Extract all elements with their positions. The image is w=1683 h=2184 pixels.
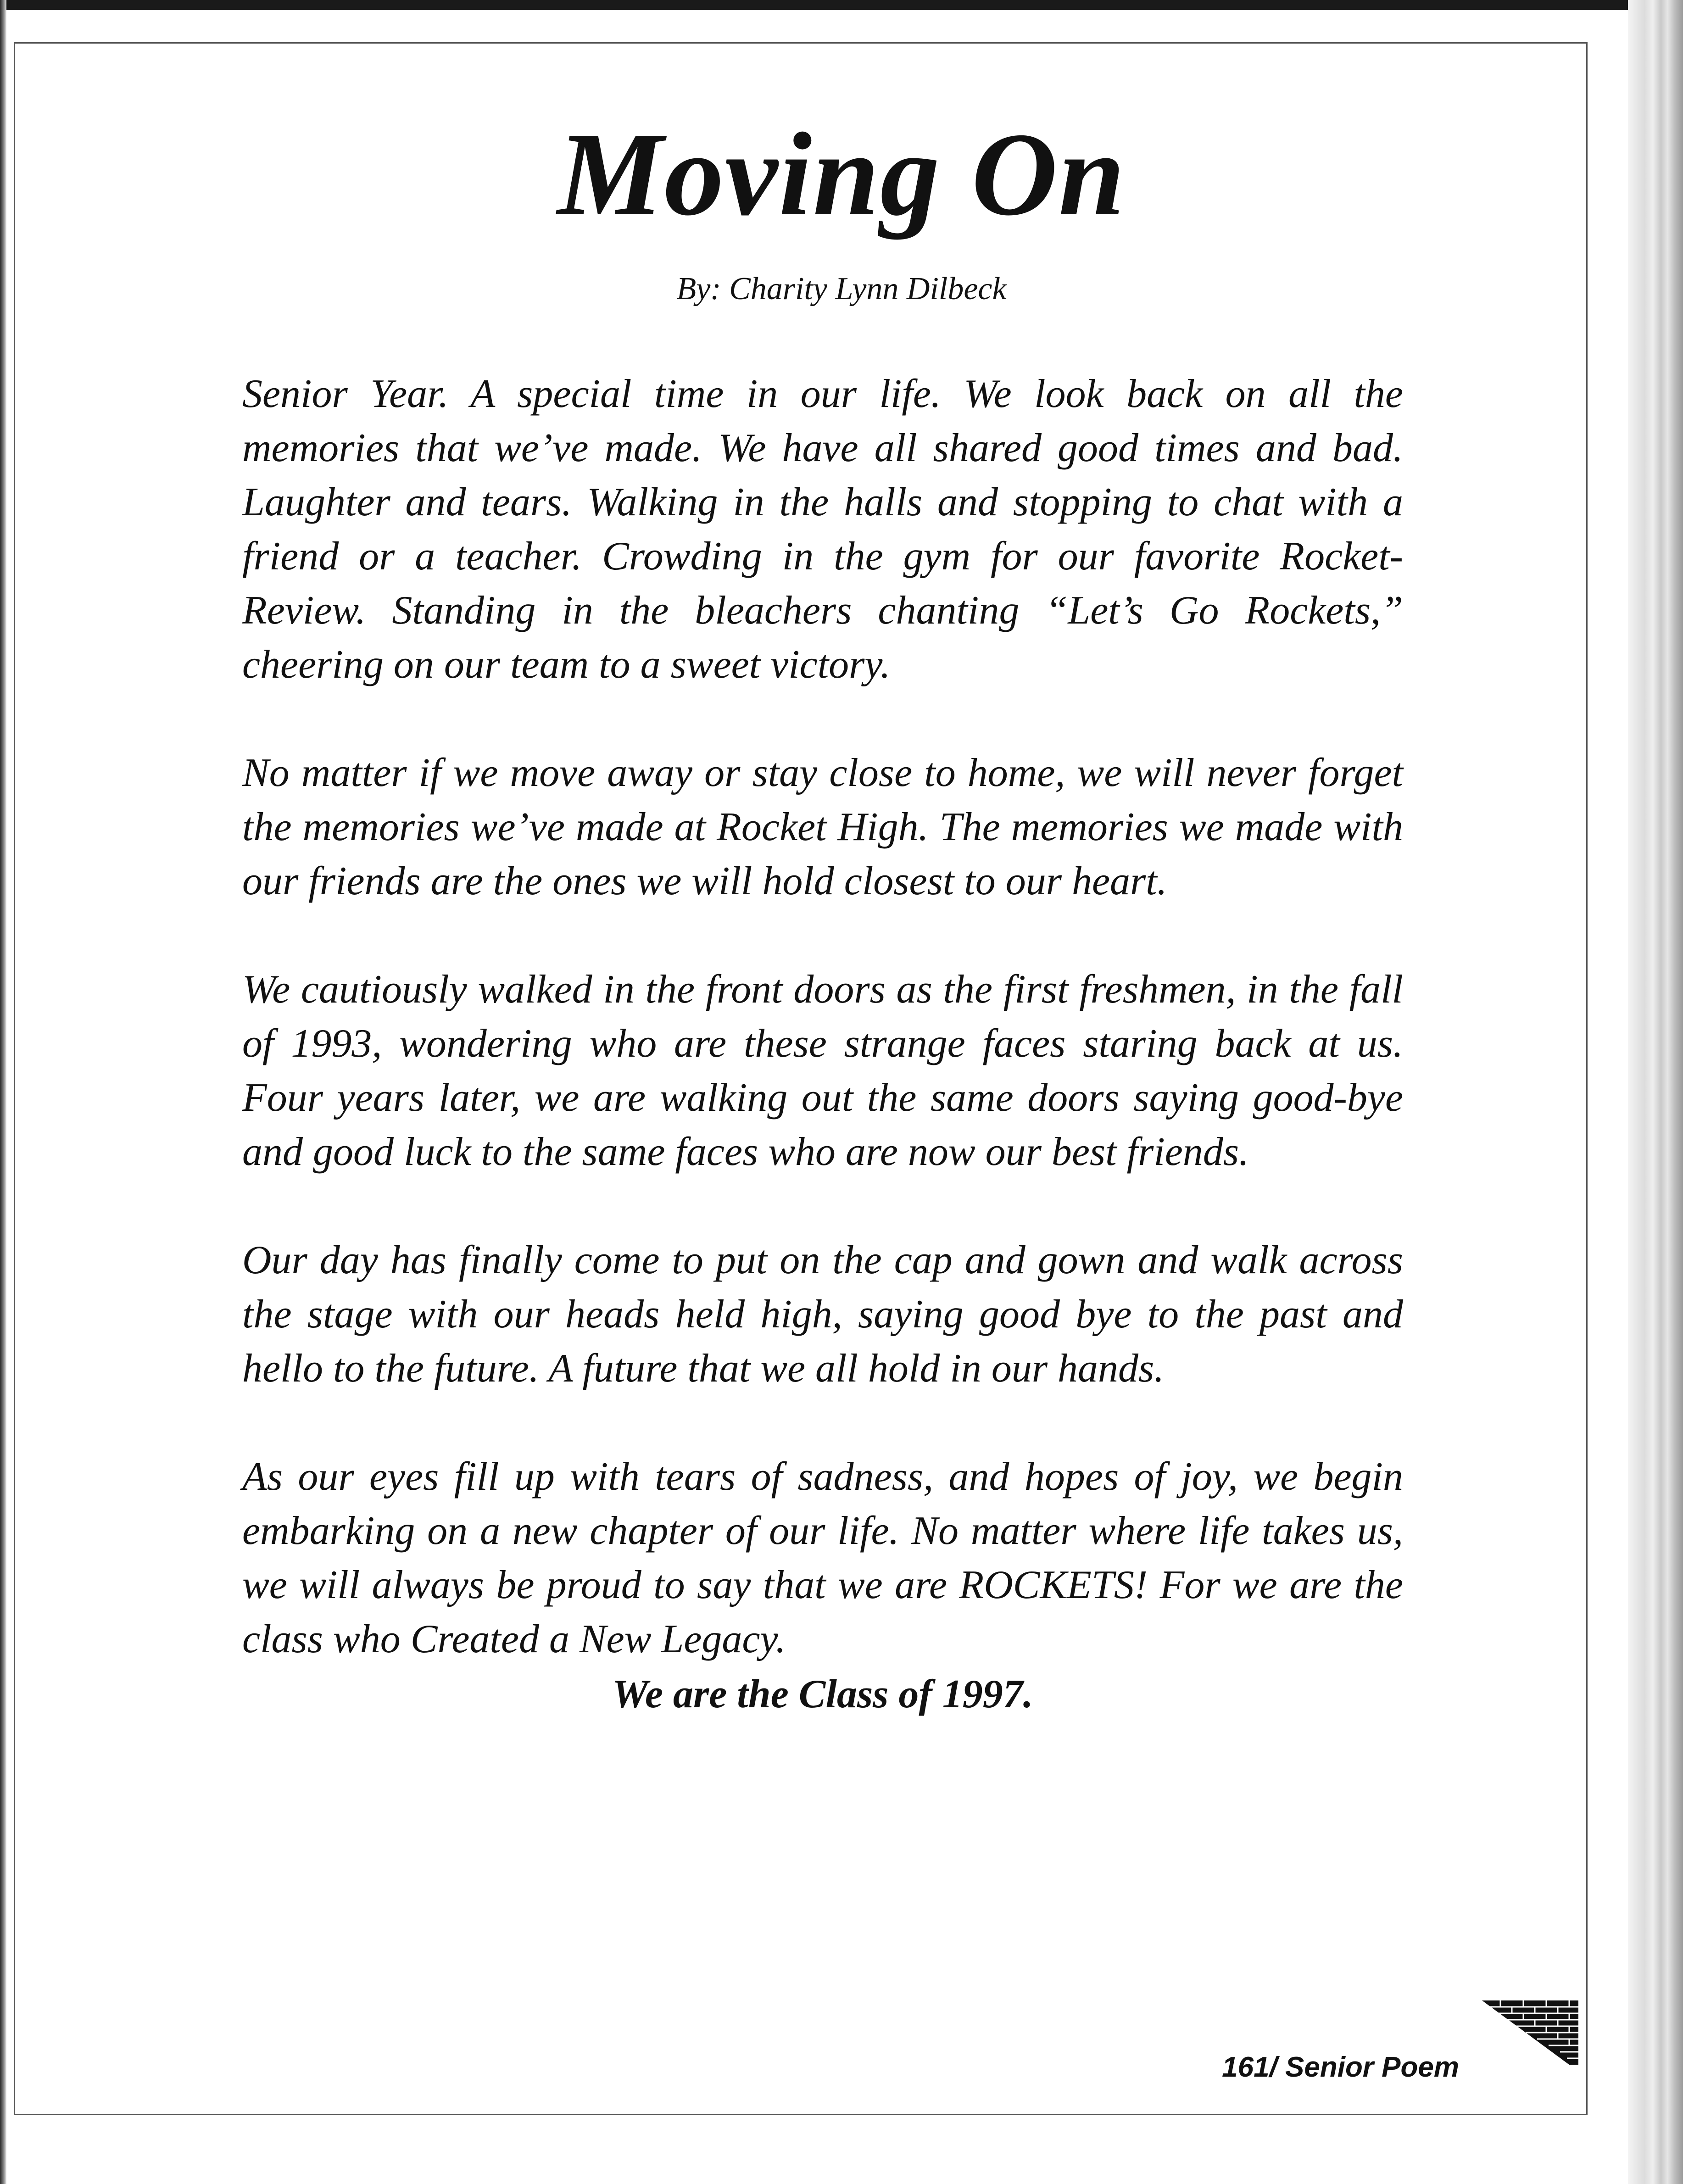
brick-wall-corner-icon <box>1482 2000 1578 2065</box>
page-title: Moving On <box>557 108 1126 240</box>
page-stack-edge <box>1628 0 1683 2184</box>
scan-left-edge <box>0 0 6 2184</box>
author-byline: By: Charity Lynn Dilbeck <box>676 271 1007 306</box>
poem-paragraph-2: No matter if we move away or stay close to home, we will never forget the memories we’ve made at Rocket High. The memories we made with our friends are the ones we will hold closest to our heart. <box>242 751 1403 903</box>
poem-paragraph-3: We cautiously walked in the front doors as the first freshmen, in the fall of 1993, wondering who are these strange faces staring back at us. Four years later, we are walking out the same doors saying good-bye and good luck to the same faces who are now our best friends. <box>242 967 1403 1174</box>
poem-body <box>242 367 1403 1722</box>
page-number-label: 161/ Senior Poem <box>1222 2051 1459 2083</box>
poem-paragraph-4: Our day has finally come to put on the cap and gown and walk across the stage with our heads held high, saying good bye to the past and hello to the future. A future that we all hold in our hands. <box>242 1238 1403 1391</box>
closing-line: We are the Class of 1997. <box>612 1672 1033 1716</box>
scan-top-edge <box>0 0 1683 10</box>
poem-paragraph-1: Senior Year. A special time in our life. We look back on all the memories that we’ve made. We have all shared good times and bad. Laughter and tears. Walking in the halls and stopping to chat with a friend or a teacher. Crowding in the gym for our favorite Rocket-Review. Standing in the bleachers chanting “Let’s Go Rockets,” cheering on our team to a sweet victory. <box>242 372 1403 687</box>
poem-paragraph-5: As our eyes fill up with tears of sadness, and hopes of joy, we begin embarking on a new chapter of our life. No matter where life takes us, we will always be proud to say that we are ROCKETS! For we are the class who Created a New Legacy. <box>242 1454 1403 1661</box>
